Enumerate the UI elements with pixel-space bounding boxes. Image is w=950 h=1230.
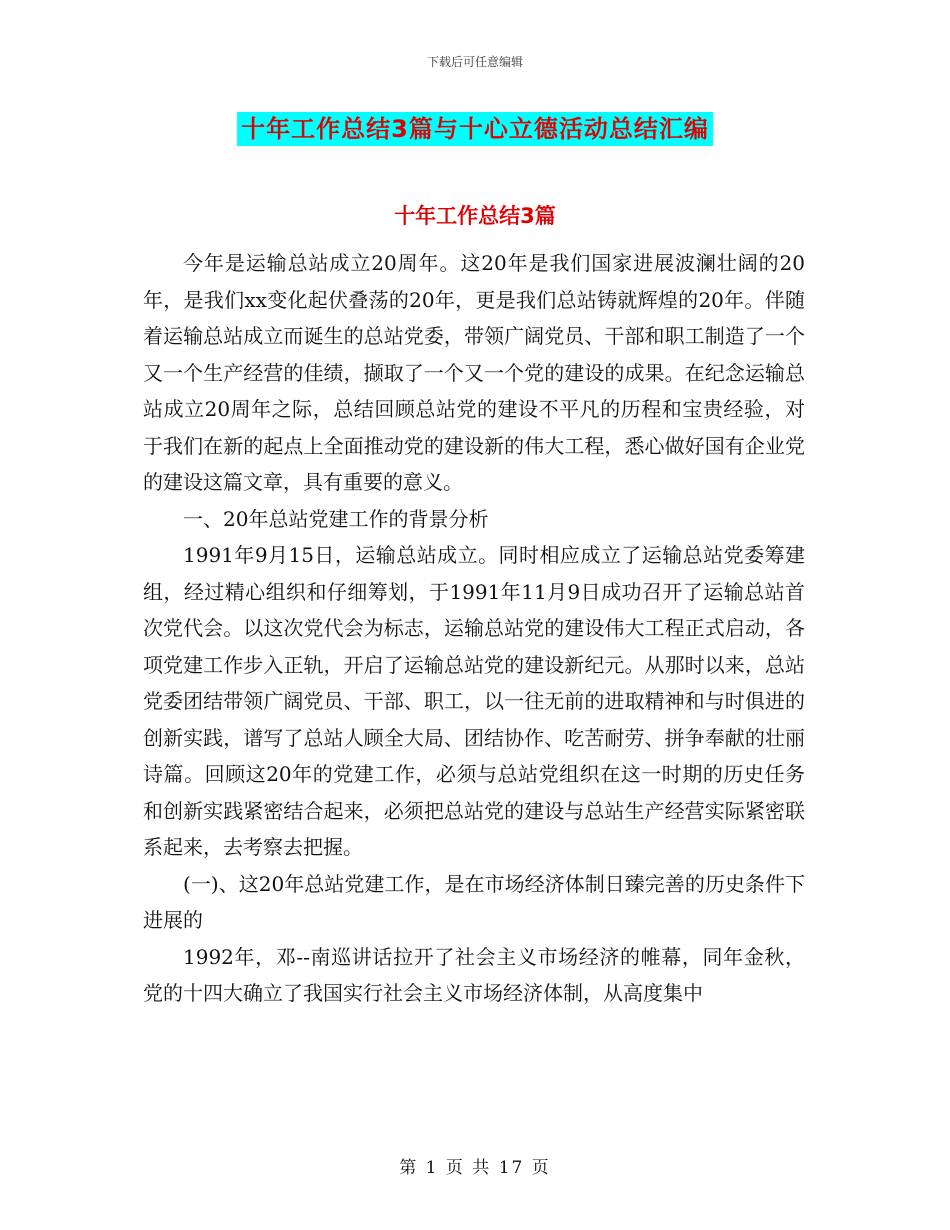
paragraph: 一、20年总站党建工作的背景分析 [183,506,489,531]
section-title: 十年工作总结3篇 [394,204,556,228]
header-note: 下载后可任意编辑 [426,55,523,69]
paragraph: 1992年，邓--南巡讲话拉开了社会主义市场经济的帷幕，同年金秋，党的十四大确立了我国实行社会主义市场经济体制，从高度集中 [143,944,805,1005]
main-title-container [0,112,950,146]
main-title: 十年工作总结3篇与十心立德活动总结汇编 [237,112,713,146]
paragraph: 1991年9月15日，运输总站成立。同时相应成立了运输总站党委筹建组，经过精心组织和仔细筹划，于1991年11月9日成功召开了运输总站首次党代会。以这次党代会为标志，运输总站党的建设伟大工程正式启动，各项党建工作步入正轨，开启了运输总站党的建设新纪元。从那时以来，总站党委团结带领广阔党员、干部、职工，以一往无前的进取精神和与时俱进的创新实践，谱写了总站人顾全大局、团结协作、吃苦耐劳、拼争奉献的壮丽诗篇。回顾这20年的党建工作，必须与总站党组织在这一时期的历史任务和创新实践紧密结合起来，必须把总站党的建设与总站生产经营实际紧密联系起来，去考察去把握。 [143,543,805,859]
page-number: 第 1 页 共 17 页 [399,1158,551,1178]
paragraph: 今年是运输总站成立20周年。这20年是我们国家进展波澜壮阔的20年，是我们xx变化起伏叠荡的20年，更是我们总站铸就辉煌的20年。伴随着运输总站成立而诞生的总站党委，带领广阔党员、干部和职工制造了一个又一个生产经营的佳绩，撷取了一个又一个党的建设的成果。在纪念运输总站成立20周年之际，总结回顾总站党的建设不平凡的历程和宝贵经验，对于我们在新的起点上全面推动党的建设新的伟大工程，悉心做好国有企业党的建设这篇文章，具有重要的意义。 [143,251,805,494]
paragraph: (一)、这20年总站党建工作，是在市场经济体制日臻完善的历史条件下进展的 [143,871,805,932]
body-text [143,245,805,1012]
